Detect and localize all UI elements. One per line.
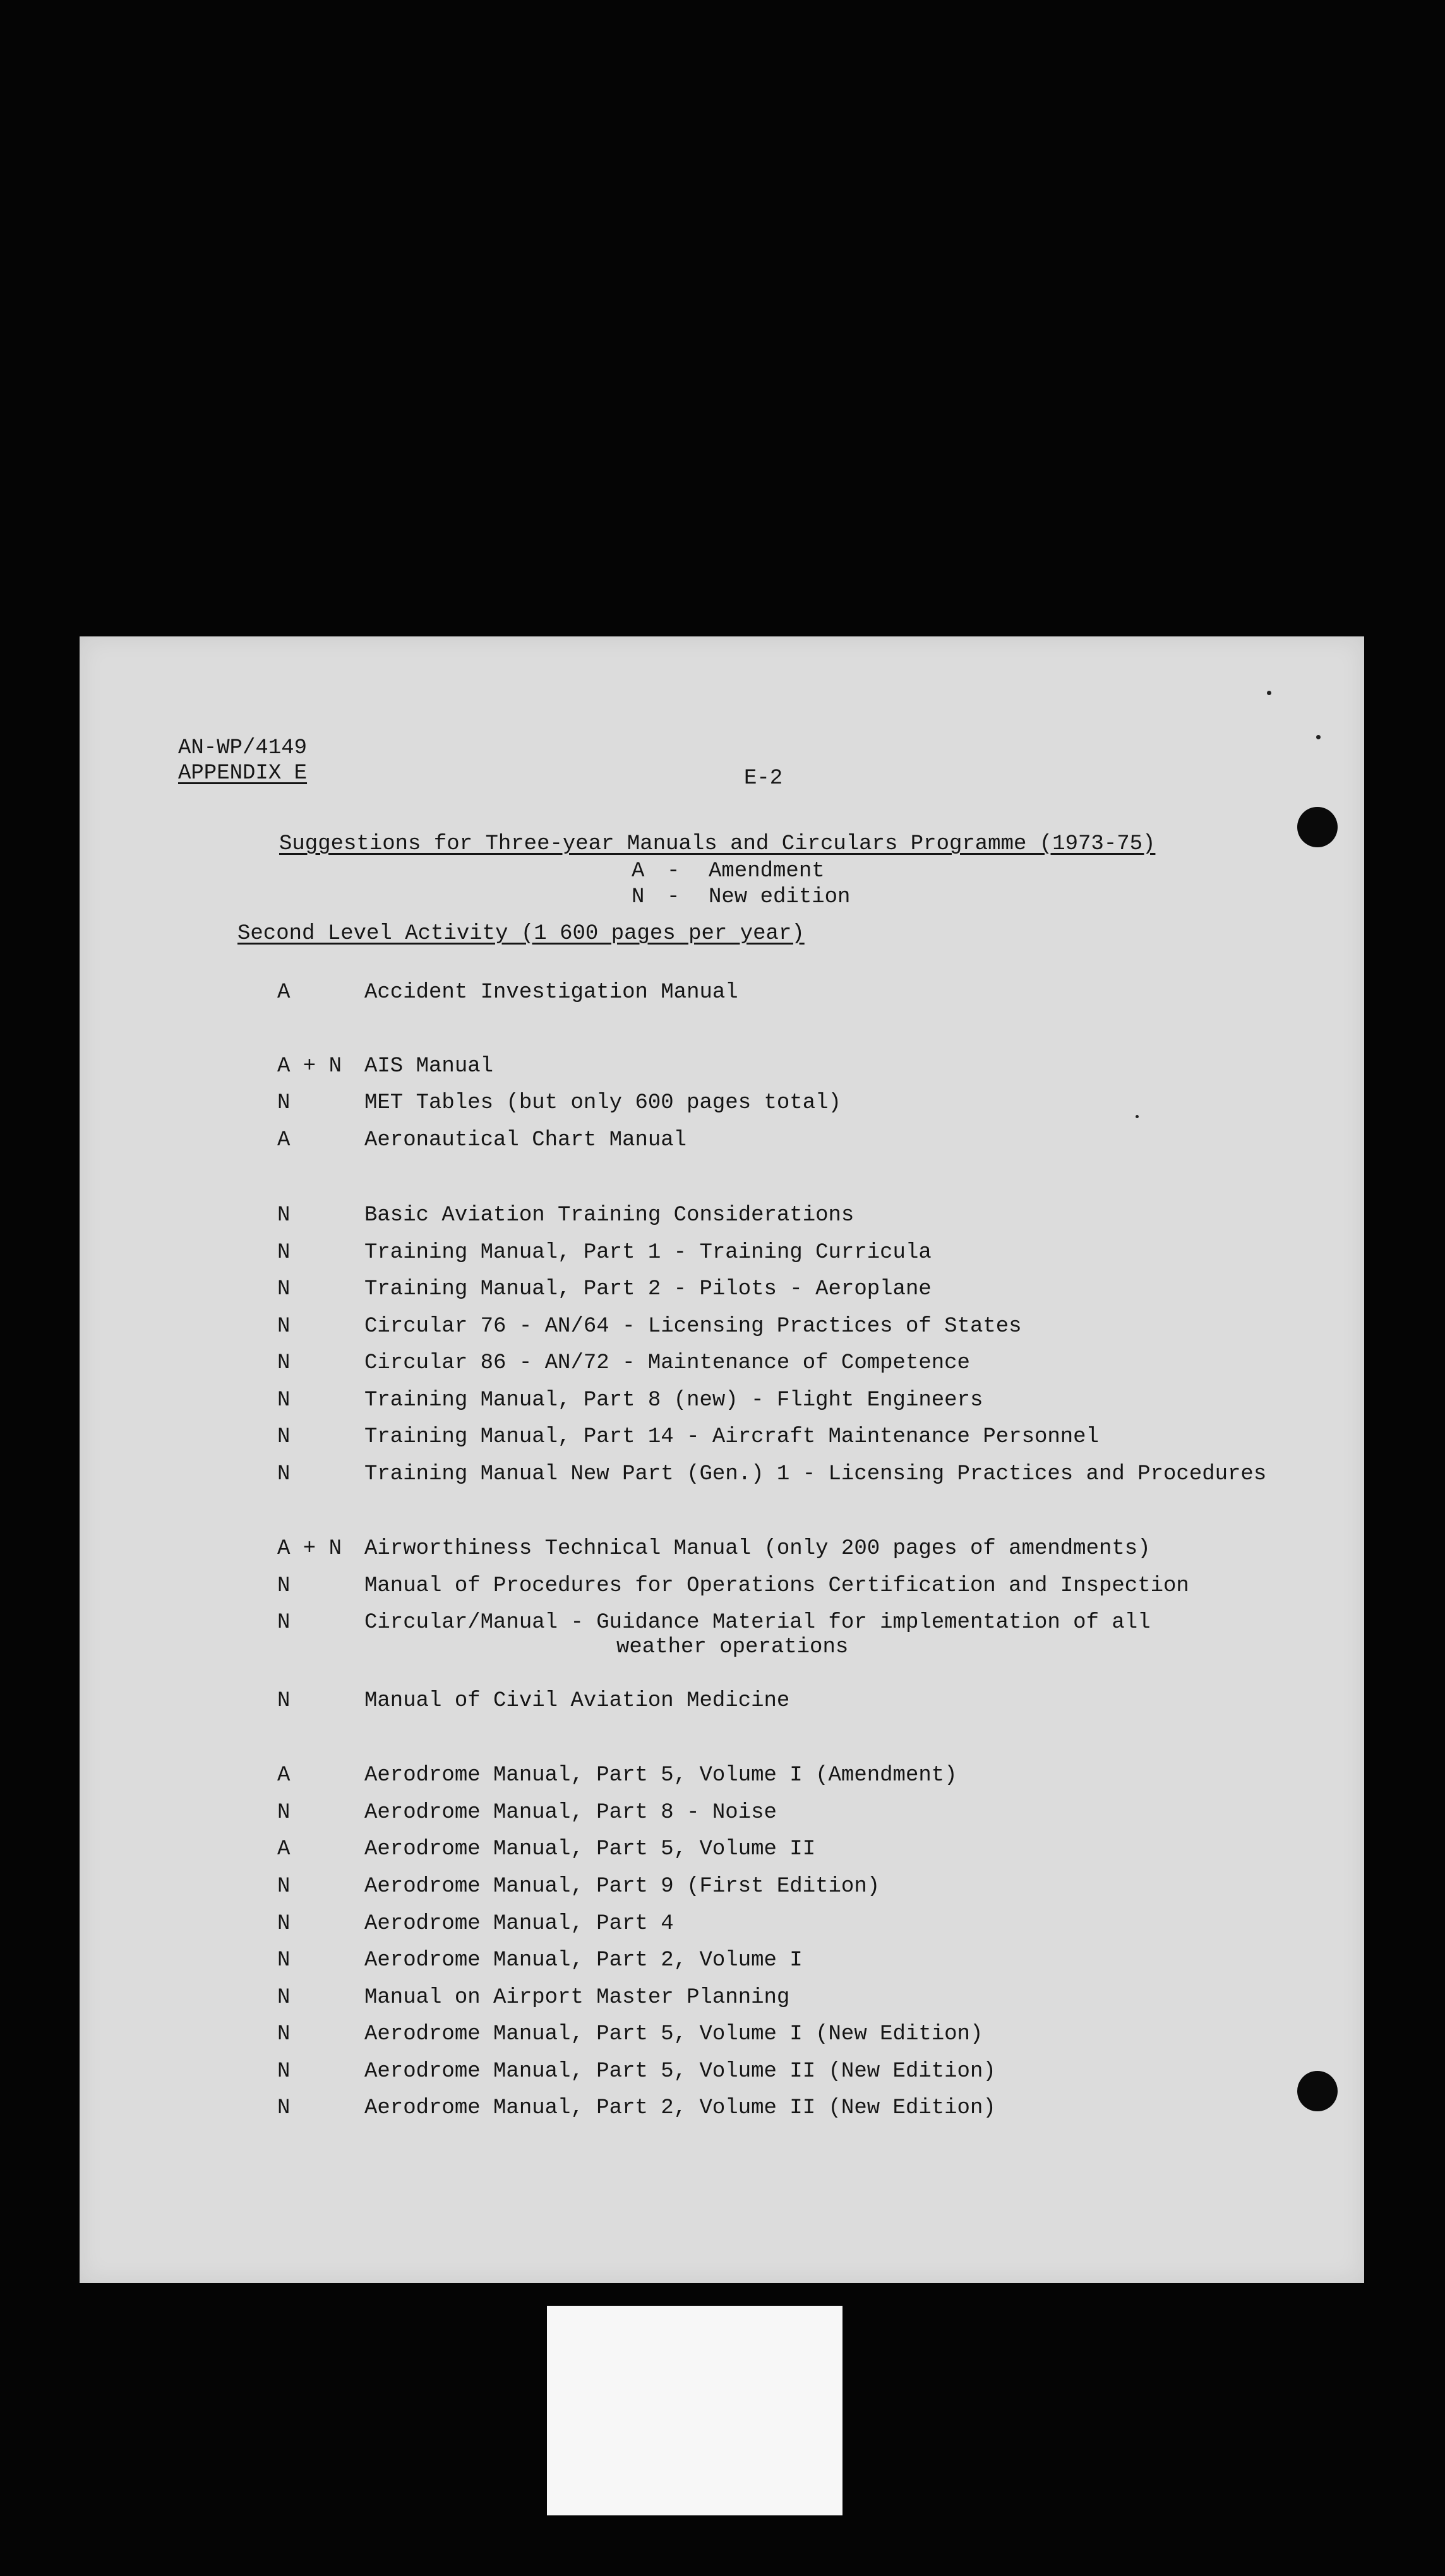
item-code: A + N <box>277 1054 342 1078</box>
item-title: Accident Investigation Manual <box>364 981 738 1005</box>
item-code: N <box>277 1611 291 1635</box>
item-code: N <box>277 2096 291 2120</box>
document-reference: AN-WP/4149 <box>178 736 308 760</box>
legend-meaning-a: Amendment <box>709 859 825 883</box>
legend-dash-n: - <box>667 885 680 909</box>
item-title: Basic Aviation Training Considerations <box>364 1203 854 1227</box>
item-code: N <box>277 1986 291 2010</box>
item-title: Aerodrome Manual, Part 5, Volume II <box>364 1837 816 1861</box>
document-title: Suggestions for Three-year Manuals and Circulars Programme (1973-75) <box>279 832 1156 856</box>
item-title: Circular/Manual - Guidance Material for implementation of all <box>364 1611 1151 1635</box>
item-code: A + N <box>277 1537 342 1561</box>
item-title: Training Manual New Part (Gen.) 1 - Licensing Practices and Procedures <box>364 1462 1267 1486</box>
item-code: A <box>277 1763 291 1787</box>
item-code: N <box>277 1462 291 1486</box>
legend-code-a: A <box>632 859 645 883</box>
item-title: Manual of Procedures for Operations Certification and Inspection <box>364 1574 1189 1598</box>
item-title: Aeronautical Chart Manual <box>364 1128 687 1152</box>
legend-dash-a: - <box>667 859 680 883</box>
item-code: N <box>277 1574 291 1598</box>
punch-hole-top <box>1297 807 1338 847</box>
item-code: N <box>277 1689 291 1713</box>
item-code: N <box>277 1912 291 1936</box>
item-code: N <box>277 1315 291 1339</box>
item-code: N <box>277 1388 291 1412</box>
item-title: Circular 86 - AN/72 - Maintenance of Competence <box>364 1351 970 1375</box>
item-code: N <box>277 1241 291 1265</box>
item-code: A <box>277 1837 291 1861</box>
item-code: N <box>277 1091 291 1115</box>
item-code: N <box>277 1948 291 1972</box>
dust-speck <box>1136 1115 1139 1118</box>
item-code: N <box>277 2060 291 2084</box>
item-title: Manual of Civil Aviation Medicine <box>364 1689 790 1713</box>
item-title: Aerodrome Manual, Part 5, Volume I (Amendment) <box>364 1763 957 1787</box>
item-title: Training Manual, Part 8 (new) - Flight Engineers <box>364 1388 983 1412</box>
item-code: N <box>277 1203 291 1227</box>
item-code: N <box>277 2022 291 2046</box>
item-title: Aerodrome Manual, Part 9 (First Edition) <box>364 1875 880 1899</box>
item-title: Aerodrome Manual, Part 2, Volume I <box>364 1948 803 1972</box>
calibration-card <box>547 2306 842 2515</box>
item-title: Training Manual, Part 14 - Aircraft Maintenance Personnel <box>364 1425 1099 1449</box>
item-title: AIS Manual <box>364 1054 494 1078</box>
punch-hole-bottom <box>1297 2071 1338 2111</box>
item-code: N <box>277 1425 291 1449</box>
item-title: Training Manual, Part 2 - Pilots - Aeroplane <box>364 1277 932 1301</box>
dust-speck <box>1267 691 1271 695</box>
item-title-continuation: weather operations <box>616 1635 849 1659</box>
item-title: Aerodrome Manual, Part 5, Volume I (New Edition) <box>364 2022 983 2046</box>
item-title: Aerodrome Manual, Part 2, Volume II (New Edition) <box>364 2096 996 2120</box>
item-title: Aerodrome Manual, Part 5, Volume II (New Edition) <box>364 2060 996 2084</box>
appendix-label: APPENDIX E <box>178 761 308 785</box>
item-title: MET Tables (but only 600 pages total) <box>364 1091 841 1115</box>
dust-speck <box>1316 735 1321 739</box>
item-code: N <box>277 1801 291 1825</box>
item-title: Airworthiness Technical Manual (only 200 pages of amendments) <box>364 1537 1151 1561</box>
item-code: A <box>277 1128 291 1152</box>
item-code: A <box>277 981 291 1005</box>
document-page <box>80 636 1364 2283</box>
legend-meaning-n: New edition <box>709 885 851 909</box>
item-title: Aerodrome Manual, Part 4 <box>364 1912 674 1936</box>
item-title: Aerodrome Manual, Part 8 - Noise <box>364 1801 777 1825</box>
item-code: N <box>277 1875 291 1899</box>
item-title: Training Manual, Part 1 - Training Curricula <box>364 1241 932 1265</box>
item-code: N <box>277 1351 291 1375</box>
section-heading: Second Level Activity (1 600 pages per year) <box>237 922 805 946</box>
legend-code-n: N <box>632 885 645 909</box>
item-title: Circular 76 - AN/64 - Licensing Practices of States <box>364 1315 1022 1339</box>
item-code: N <box>277 1277 291 1301</box>
page-number: E-2 <box>744 766 783 790</box>
item-title: Manual on Airport Master Planning <box>364 1986 790 2010</box>
